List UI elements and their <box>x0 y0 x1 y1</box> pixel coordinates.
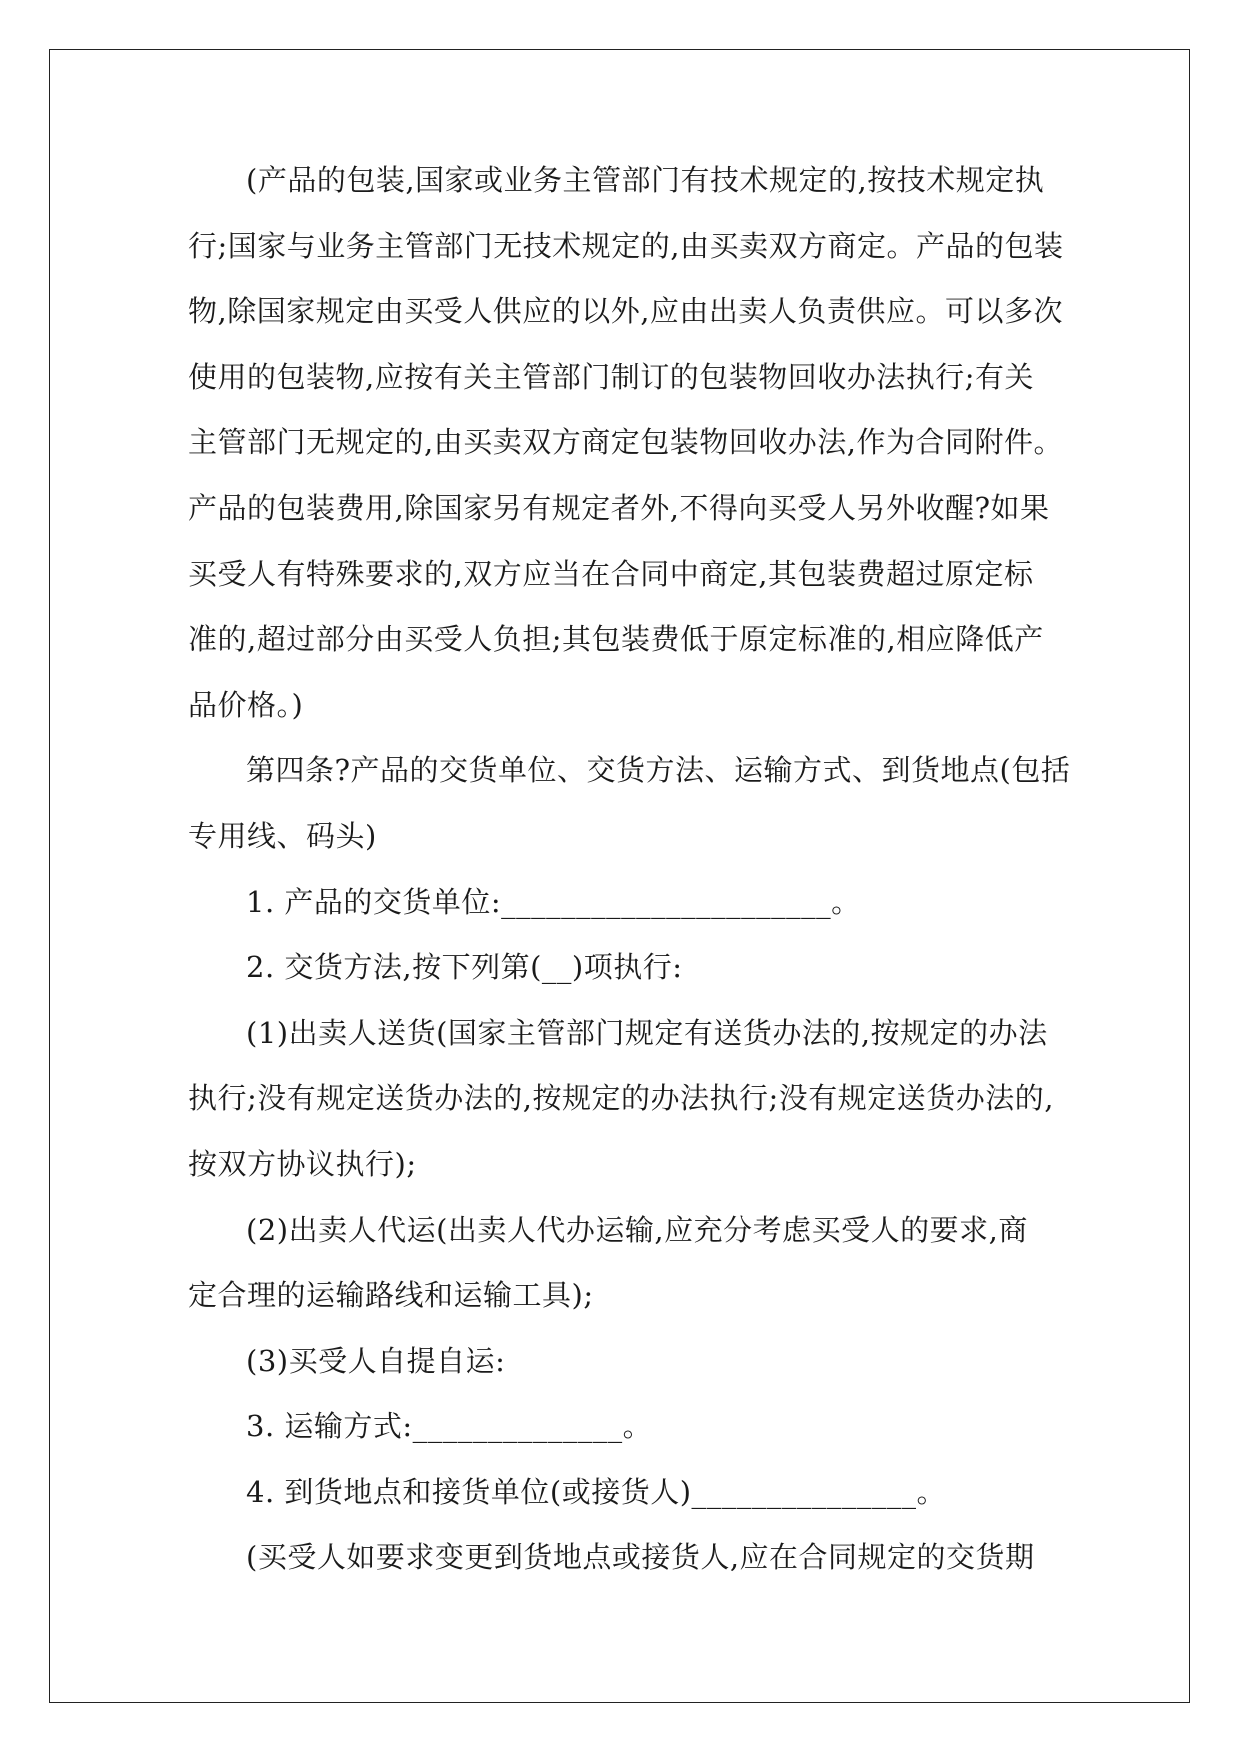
text-line: 主管部门无规定的,由买卖双方商定包装物回收办法,作为合同附件。 <box>188 425 1063 460</box>
text-line: 物,除国家规定由买受人供应的以外,应由出卖人负责供应。可以多次 <box>188 294 1063 329</box>
document-body <box>188 160 1071 1603</box>
text-line: (3)买受人自提自运: <box>246 1343 506 1378</box>
text-line: 1. 产品的交货单位:______________________。 <box>246 884 861 919</box>
text-line: 专用线、码头) <box>188 818 377 853</box>
text-line: 2. 交货方法,按下列第(__)项执行: <box>246 950 683 985</box>
text-line: 按双方协议执行); <box>188 1146 417 1181</box>
text-line: (1)出卖人送货(国家主管部门规定有送货办法的,按规定的办法 <box>246 1015 1048 1050</box>
text-line: 买受人有特殊要求的,双方应当在合同中商定,其包装费超过原定标 <box>188 556 1034 591</box>
text-line: 执行;没有规定送货办法的,按规定的办法执行;没有规定送货办法的, <box>188 1081 1054 1116</box>
text-line: 定合理的运输路线和运输工具); <box>188 1278 594 1313</box>
text-line: 行;国家与业务主管部门无技术规定的,由买卖双方商定。产品的包装 <box>188 228 1064 263</box>
text-line: (买受人如要求变更到货地点或接货人,应在合同规定的交货期 <box>246 1540 1035 1575</box>
text-line: (产品的包装,国家或业务主管部门有技术规定的,按技术规定执 <box>246 163 1045 197</box>
text-line: 使用的包装物,应按有关主管部门制订的包装物回收办法执行;有关 <box>188 359 1034 394</box>
text-line: 第四条?产品的交货单位、交货方法、运输方式、到货地点(包括 <box>246 753 1071 788</box>
text-line: 准的,超过部分由买受人负担;其包装费低于原定标准的,相应降低产 <box>188 622 1044 657</box>
text-line: 品价格。) <box>188 687 304 722</box>
text-line: 3. 运输方式:______________。 <box>246 1409 653 1444</box>
text-line: 4. 到货地点和接货单位(或接货人)_______________。 <box>246 1474 947 1509</box>
text-line: 产品的包装费用,除国家另有规定者外,不得向买受人另外收醒?如果 <box>188 490 1050 525</box>
text-line: (2)出卖人代运(出卖人代办运输,应充分考虑买受人的要求,商 <box>246 1212 1028 1247</box>
